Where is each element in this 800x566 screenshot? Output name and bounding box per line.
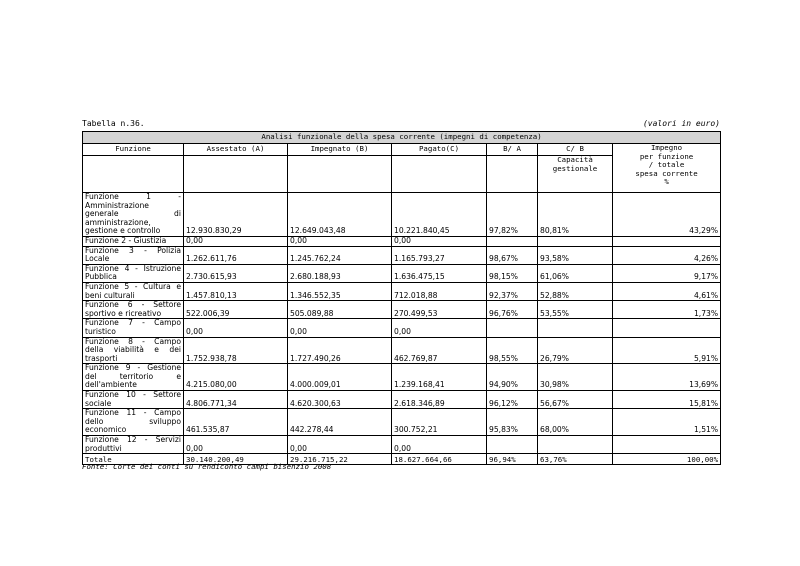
- header-impegnato: Impegnato (B): [288, 144, 392, 156]
- cell-cb: [538, 236, 613, 246]
- cell-assestato: 1.457.810,13: [184, 282, 288, 300]
- cell-funzione: Funzione 5 - Cultura e beni culturali: [83, 282, 184, 300]
- cell-share: 1,51%: [613, 409, 721, 436]
- cell-share: 5,91%: [613, 337, 721, 364]
- cell-assestato: 4.215.080,00: [184, 364, 288, 391]
- cell-impegnato: 442.278,44: [288, 409, 392, 436]
- table-row: [83, 246, 721, 264]
- subheader-empty: [392, 156, 487, 193]
- cell-funzione: Funzione 3 - Polizia Locale: [83, 246, 184, 264]
- subheader-empty: [184, 156, 288, 193]
- table-row: [83, 319, 721, 337]
- cell-pagato: 0,00: [392, 236, 487, 246]
- cell-assestato: 1.262.611,76: [184, 246, 288, 264]
- table-row: [83, 301, 721, 319]
- cell-share: 4,26%: [613, 246, 721, 264]
- cell-pagato: 0,00: [392, 319, 487, 337]
- cell-assestato: 4.806.771,34: [184, 391, 288, 409]
- header-assestato: Assestato (A): [184, 144, 288, 156]
- cell-cb: 93,58%: [538, 246, 613, 264]
- table-title: Analisi funzionale della spesa corrente (impegni di competenza): [83, 132, 721, 144]
- header-funzione: Funzione: [83, 144, 184, 156]
- cell-assestato: 0,00: [184, 319, 288, 337]
- cell-pagato: 462.769,87: [392, 337, 487, 364]
- cell-ba: 97,82%: [487, 193, 538, 237]
- cell-funzione: Funzione 2 - Giustizia: [83, 236, 184, 246]
- cell-assestato: 461.535,87: [184, 409, 288, 436]
- header-ba: B/ A: [487, 144, 538, 156]
- subheader-empty: [487, 156, 538, 193]
- cell-share: [613, 236, 721, 246]
- cell-impegnato: 2.680.188,93: [288, 264, 392, 282]
- cell-cb: 80,81%: [538, 193, 613, 237]
- table-row: [83, 264, 721, 282]
- table-title-row: [83, 132, 721, 144]
- cell-pagato: 2.618.346,89: [392, 391, 487, 409]
- cell-ba: [487, 236, 538, 246]
- cell-cb: 52,88%: [538, 282, 613, 300]
- header-pagato: Pagato(C): [392, 144, 487, 156]
- cell-pagato: 10.221.840,45: [392, 193, 487, 237]
- table-row: [83, 236, 721, 246]
- cell-cb: 53,55%: [538, 301, 613, 319]
- cell-share: 43,29%: [613, 193, 721, 237]
- cell-ba: 94,90%: [487, 364, 538, 391]
- table-row: [83, 193, 721, 237]
- table-caption: [82, 118, 720, 130]
- cell-impegnato: 0,00: [288, 436, 392, 454]
- cell-share: 1,73%: [613, 301, 721, 319]
- cell-ba: [487, 436, 538, 454]
- cell-impegnato: 4.000.009,01: [288, 364, 392, 391]
- total-share: 100,00%: [613, 454, 721, 465]
- cell-impegnato: 1.346.552,35: [288, 282, 392, 300]
- cell-impegnato: 505.089,88: [288, 301, 392, 319]
- cell-cb: [538, 319, 613, 337]
- subheader-capacity: Capacità gestionale: [538, 156, 613, 193]
- cell-cb: 26,79%: [538, 337, 613, 364]
- cell-funzione: Funzione 8 - Campo della viabilità e dei trasporti: [83, 337, 184, 364]
- cell-funzione: Funzione 12 - Servizi produttivi: [83, 436, 184, 454]
- cell-funzione: Funzione 6 - Settore sportivo e ricreativo: [83, 301, 184, 319]
- total-cb: 63,76%: [538, 454, 613, 465]
- cell-assestato: 0,00: [184, 436, 288, 454]
- cell-pagato: 0,00: [392, 436, 487, 454]
- header-share: Impegno per funzione / totale spesa corrente %: [613, 144, 721, 193]
- table-row: [83, 436, 721, 454]
- cell-ba: 98,15%: [487, 264, 538, 282]
- cell-ba: 96,12%: [487, 391, 538, 409]
- header-cb: C/ B: [538, 144, 613, 156]
- cell-impegnato: 0,00: [288, 236, 392, 246]
- cell-share: [613, 436, 721, 454]
- cell-impegnato: 1.727.490,26: [288, 337, 392, 364]
- cell-pagato: 1.636.475,15: [392, 264, 487, 282]
- table-header-row: [83, 144, 721, 156]
- cell-funzione: Funzione 9 - Gestione del territorio e dell'ambiente: [83, 364, 184, 391]
- table-row: [83, 391, 721, 409]
- cell-cb: 30,98%: [538, 364, 613, 391]
- cell-ba: [487, 319, 538, 337]
- cell-share: 15,81%: [613, 391, 721, 409]
- cell-pagato: 1.165.793,27: [392, 246, 487, 264]
- subheader-empty: [83, 156, 184, 193]
- total-impegnato: 29.216.715,22: [288, 454, 392, 465]
- cell-ba: 92,37%: [487, 282, 538, 300]
- total-pagato: 18.627.664,66: [392, 454, 487, 465]
- cell-pagato: 712.018,88: [392, 282, 487, 300]
- cell-share: 9,17%: [613, 264, 721, 282]
- cell-share: [613, 319, 721, 337]
- cell-cb: 61,06%: [538, 264, 613, 282]
- cell-cb: 68,00%: [538, 409, 613, 436]
- cell-assestato: 522.006,39: [184, 301, 288, 319]
- table-label: Tabella n.36.: [82, 119, 145, 128]
- cell-assestato: 2.730.615,93: [184, 264, 288, 282]
- cell-pagato: 1.239.168,41: [392, 364, 487, 391]
- cell-cb: 56,67%: [538, 391, 613, 409]
- table-row: [83, 364, 721, 391]
- table-row: [83, 282, 721, 300]
- cell-share: 13,69%: [613, 364, 721, 391]
- table-row: [83, 409, 721, 436]
- total-ba: 96,94%: [487, 454, 538, 465]
- source-note: Fonte: Corte dei conti su rendiconto campi bisenzio 2008: [82, 462, 332, 471]
- cell-share: 4,61%: [613, 282, 721, 300]
- cell-ba: 95,83%: [487, 409, 538, 436]
- cell-impegnato: 4.620.300,63: [288, 391, 392, 409]
- cell-assestato: 1.752.938,78: [184, 337, 288, 364]
- cell-impegnato: 12.649.043,48: [288, 193, 392, 237]
- cell-funzione: Funzione 4 - Istruzione Pubblica: [83, 264, 184, 282]
- table-row: [83, 337, 721, 364]
- cell-pagato: 300.752,21: [392, 409, 487, 436]
- cell-ba: 96,76%: [487, 301, 538, 319]
- subheader-empty: [288, 156, 392, 193]
- cell-cb: [538, 436, 613, 454]
- cell-ba: 98,55%: [487, 337, 538, 364]
- cell-ba: 98,67%: [487, 246, 538, 264]
- cell-impegnato: 1.245.762,24: [288, 246, 392, 264]
- unit-note: (valori in euro): [642, 119, 720, 128]
- cell-pagato: 270.499,53: [392, 301, 487, 319]
- expenditure-table: [82, 131, 721, 465]
- cell-assestato: 0,00: [184, 236, 288, 246]
- total-label: Totale: [83, 454, 184, 465]
- cell-impegnato: 0,00: [288, 319, 392, 337]
- cell-funzione: Funzione 10 - Settore sociale: [83, 391, 184, 409]
- cell-funzione: Funzione 11 - Campo dello sviluppo economico: [83, 409, 184, 436]
- cell-funzione: Funzione 1 - Amministrazione generale di amministrazione, gestione e controllo: [83, 193, 184, 237]
- cell-funzione: Funzione 7 - Campo turistico: [83, 319, 184, 337]
- cell-assestato: 12.930.830,29: [184, 193, 288, 237]
- total-assestato: 30.140.200,49: [184, 454, 288, 465]
